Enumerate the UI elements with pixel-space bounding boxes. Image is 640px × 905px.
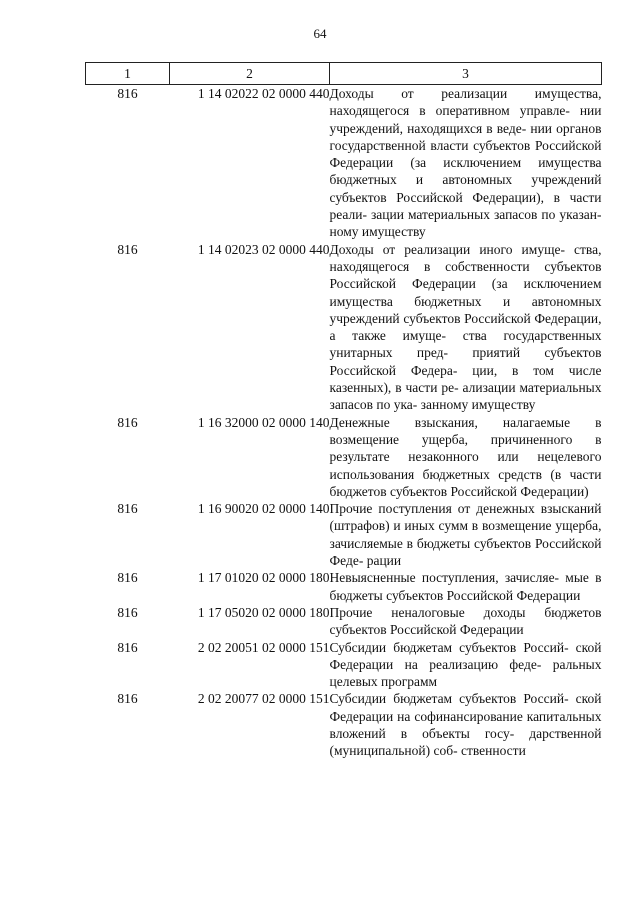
admin-code-cell: 816: [117, 691, 138, 707]
description-line: ственности: [460, 743, 526, 759]
description-line: Федерации: [516, 587, 581, 603]
budget-code-cell: 1 17 01020 02 0000 180: [197, 570, 330, 586]
admin-code-cell: 816: [117, 501, 138, 517]
budget-code-cell: 1 17 05020 02 0000 180: [197, 604, 330, 620]
admin-code-cell: 816: [117, 639, 138, 655]
column-header-1: 1: [86, 63, 170, 85]
description-line: части бюджетов субъектов Российской: [329, 466, 602, 499]
budget-code-cell: 1 14 02022 02 0000 440: [197, 86, 330, 101]
budget-code-cell: 1 16 32000 02 0000 140: [197, 414, 330, 430]
budget-code-cell: 2 02 20051 02 0000 151: [197, 639, 330, 655]
table-row: [86, 639, 602, 691]
description-line: исключением имущества бюджетных и: [329, 155, 602, 188]
admin-code-cell: 816: [117, 604, 138, 620]
column-header-2: 2: [170, 63, 330, 85]
income-description-cell: [330, 690, 602, 759]
description-line: Прочие неналоговые доходы бюджетов: [329, 604, 602, 620]
description-line: занному имуществу: [420, 397, 536, 413]
description-line: ализации материальных запасов по ука-: [329, 380, 602, 413]
description-line: нии учреждений, находящихся в веде-: [329, 103, 602, 136]
description-line: Российской Федерации), в части реали-: [329, 189, 602, 223]
income-description-cell: [330, 639, 602, 691]
description-line: мые в бюджеты субъектов Российской: [329, 570, 602, 603]
description-line: ской Федерации на реализацию феде-: [329, 639, 602, 672]
income-description-cell: [330, 85, 602, 241]
table-row: [86, 569, 602, 604]
description-line: рации: [366, 553, 402, 569]
admin-code-cell: 816: [117, 414, 138, 430]
description-line: приятий субъектов Российской Федера-: [329, 345, 602, 378]
description-line: ства государственных унитарных пред-: [329, 328, 602, 361]
description-line: Субсидии бюджетам субъектов Россий-: [329, 639, 569, 655]
column-header-3: 3: [330, 63, 602, 85]
description-line: автономных учреждений субъектов: [329, 293, 602, 326]
description-line: субъектов Российской Федерации: [329, 622, 524, 638]
description-line: Субсидии бюджетам субъектов Россий-: [329, 691, 569, 707]
description-line: Российской Федерации, а также имуще-: [329, 310, 602, 344]
description-line: капитальных вложений в объекты госу-: [329, 708, 602, 741]
budget-code-cell: 1 16 90020 02 0000 140: [197, 501, 330, 517]
description-line: ства, находящегося в собственности: [329, 241, 602, 274]
table-row: [86, 414, 602, 500]
description-line: ции, в том числе казенных), в части ре-: [329, 362, 602, 396]
description-line: ральных целевых программ: [329, 656, 602, 690]
table-row: [86, 690, 602, 759]
description-line: дарственной (муниципальной) соб-: [329, 725, 602, 759]
description-line: зации материальных запасов по указан-: [370, 207, 602, 223]
description-line: ному имуществу: [329, 224, 426, 240]
page-number: 64: [313, 26, 327, 41]
description-line: находящегося в оперативном управле-: [329, 103, 570, 119]
admin-code-cell: 816: [117, 86, 138, 101]
income-description-cell: [330, 241, 602, 414]
description-line: Доходы от реализации иного имуще-: [329, 241, 565, 257]
description-line: бюджеты субъектов Российской Феде-: [329, 535, 602, 569]
description-line: Федерации): [520, 483, 589, 499]
admin-code-cell: 816: [117, 570, 138, 586]
description-line: Доходы от реализации имущества,: [329, 86, 602, 101]
description-line: субъектов Российской Федерации (за: [329, 137, 602, 171]
table-header-row: [86, 63, 602, 85]
description-line: автономных учреждений субъектов: [329, 172, 602, 205]
description-line: результате незаконного или нецелевого: [329, 449, 602, 465]
income-description-cell: [330, 500, 602, 569]
admin-code-cell: 816: [117, 241, 138, 257]
income-description-cell: [330, 569, 602, 604]
budget-code-cell: 1 14 02023 02 0000 440: [197, 241, 330, 257]
budget-code-cell: 2 02 20077 02 0000 151: [197, 691, 330, 707]
table-row: [86, 500, 602, 569]
description-line: нии органов государственной власти: [329, 120, 602, 153]
description-line: исключением имущества бюджетных и: [329, 276, 602, 309]
description-line: ской Федерации на софинансирование: [329, 691, 602, 724]
budget-codes-table: [85, 62, 602, 760]
income-description-cell: [330, 604, 602, 639]
description-line: Денежные взыскания, налагаемые в: [329, 414, 602, 430]
table-row: [86, 241, 602, 414]
description-line: возмещение ущерба, зачисляемые в: [329, 518, 602, 551]
description-line: субъектов Российской Федерации (за: [329, 258, 602, 292]
table-row: [86, 85, 602, 241]
description-line: возмещение ущерба, причиненного в: [329, 431, 602, 447]
description-line: Невыясненные поступления, зачисляе-: [329, 570, 560, 586]
description-line: Прочие поступления от денежных: [329, 501, 535, 517]
income-description-cell: [330, 414, 602, 500]
description-line: взысканий (штрафов) и иных сумм в: [329, 501, 602, 534]
table-row: [86, 604, 602, 639]
description-line: использования бюджетных средств (в: [329, 466, 562, 482]
